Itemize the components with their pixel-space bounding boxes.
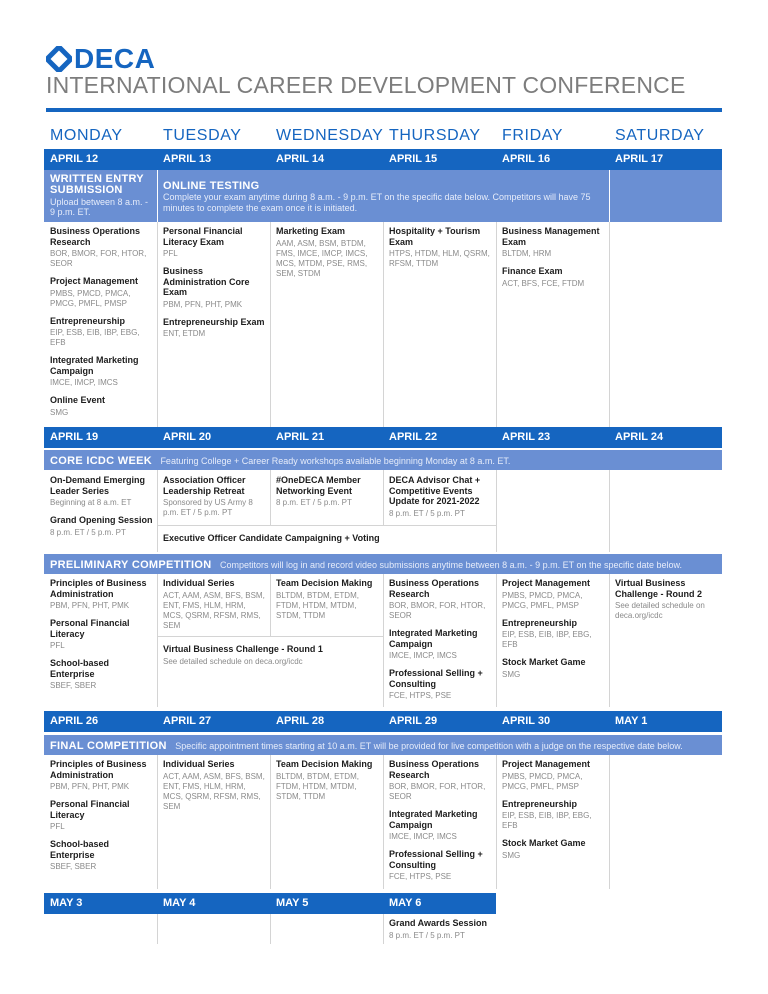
vbc-round1 [163,644,378,667]
day-monday: MONDAY [50,127,123,144]
event-codes: BLTDM, BTDM, ETDM, FTDM, HTDM, MTDM, STDM, TTDM [276,771,359,801]
week1-col-4 [502,226,606,296]
date-label: MAY 5 [276,897,309,909]
event-codes: SMG [502,669,521,679]
date-label: MAY 3 [50,897,83,909]
event-title: Hospitality + Tourism Exam [389,226,481,247]
date-label: APRIL 13 [163,153,212,165]
event-title: Integrated Marketing Campaign [389,628,478,649]
event-item [276,475,380,508]
event-title: Team Decision Making [276,578,373,588]
grid-line [496,574,497,707]
event-item [389,475,493,519]
event-item [50,759,154,792]
conference-title: INTERNATIONAL CAREER DEVELOPMENT CONFERENCE [46,72,686,98]
event-codes: FCE, HTPS, PSE [389,872,452,881]
grid-line [270,470,271,525]
day-wednesday: WEDNESDAY [276,127,384,144]
event-title: Grand Awards Session [389,918,488,928]
grid-line [157,755,158,889]
event-title: Project Management [50,276,139,286]
final-sub: Specific appointment times starting at 10 a.m. ET will be provided for live competition with a judge on the respective date below. [175,741,683,751]
final-title: FINAL COMPETITION [50,740,167,752]
core-icdc-band [44,450,722,470]
final-col-0 [50,759,154,879]
written-entry-title: WRITTEN ENTRY SUBMISSION [50,173,144,196]
event-title: Integrated Marketing Campaign [50,355,139,376]
vbc-round1-title: Virtual Business Challenge - Round 1 [163,644,323,654]
event-title: Personal Financial Literacy [50,799,130,820]
event-codes: ACT, BFS, FCE, FTDM [502,278,585,288]
date-label: MAY 6 [389,897,422,909]
grid-line [383,222,384,427]
event-item [502,578,606,611]
week2-col-3 [389,475,493,526]
week2-col-2 [276,475,380,515]
event-title: Professional Selling + Consulting [389,668,483,689]
event-title: School-based Enterprise [50,839,110,860]
event-codes: PBM, PFN, PHT, PMK [50,782,130,791]
event-title: Online Event [50,395,106,405]
event-item [502,226,606,259]
event-title: Entrepreneurship [502,798,578,809]
week1-col-2 [276,226,380,286]
deca-diamond-icon [46,46,72,72]
event-codes: SMG [50,407,69,417]
event-codes: EIP, ESB, EIB, IBP, EBG, EFB [50,328,140,347]
event-title: Professional Selling + Consulting [389,849,483,870]
event-title: Business Administration Core Exam [163,266,250,297]
event-codes: 8 p.m. ET / 5 p.m. PT [389,930,465,940]
event-title: School-based Enterprise [50,658,110,679]
event-item [163,475,267,518]
date-label: APRIL 24 [615,431,664,443]
event-item [163,266,267,310]
event-title: Finance Exam [502,266,563,276]
grid-line [383,574,384,707]
event-item [389,226,493,269]
event-title: Personal Financial Literacy [50,618,130,639]
day-thursday: THURSDAY [389,127,481,144]
event-item [50,226,154,269]
event-codes: BLTDM, HRM [502,249,552,258]
grid-line [270,914,271,944]
date-label: APRIL 29 [389,715,438,727]
event-title: Business Operations Research [50,226,141,247]
core-icdc-title: CORE ICDC WEEK [50,455,152,467]
event-item [50,658,154,691]
week2-col-0 [50,475,154,545]
event-codes: 8 p.m. ET / 5 p.m. PT [276,498,352,507]
final-band [44,735,722,755]
event-title: Principles of Business Administration [50,578,147,599]
prelim-col-1 [163,578,267,638]
event-codes: BOR, BMOR, FOR, HTOR, SEOR [389,601,486,620]
date-label: APRIL 12 [50,153,99,165]
event-codes: PFL [50,641,65,650]
day-friday: FRIDAY [502,127,564,144]
grid-line [609,222,610,427]
written-entry-block [50,174,154,217]
grid-line [157,470,158,552]
event-title: DECA Advisor Chat + Competitive Events Update for 2021-2022 [389,475,481,506]
grid-line [496,222,497,427]
event-item [276,226,380,279]
event-codes: BOR, BMOR, FOR, HTOR, SEOR [389,782,486,801]
week1-date-bar [44,149,722,170]
grid-line [496,755,497,889]
event-item [50,799,154,832]
prelim-col-3 [389,578,493,708]
event-codes: BLTDM, BTDM, ETDM, FTDM, HTDM, MTDM, STDM, TTDM [276,590,359,620]
event-codes: PFL [163,249,178,258]
event-codes: PBM, PFN, PHT, PMK [163,299,243,309]
preliminary-band [44,554,722,574]
date-label: APRIL 30 [502,715,551,727]
week3-date-bar [44,711,722,732]
event-item [50,475,154,508]
event-title: Entrepreneurship [502,617,578,628]
event-title: On-Demand Emerging Leader Series [50,475,146,496]
event-codes: PFL [50,822,65,831]
day-tuesday: TUESDAY [163,127,242,144]
event-item [50,839,154,872]
event-item [163,578,267,631]
event-codes: PMBS, PMCD, PMCA, PMCG, PMFL, PMSP [502,590,583,610]
date-label: APRIL 15 [389,153,438,165]
date-label: APRIL 23 [502,431,551,443]
online-testing-title: ONLINE TESTING [163,180,260,192]
final-col-3 [389,759,493,889]
event-codes: ENT, ETDM [163,329,206,338]
final-col-1 [163,759,267,819]
event-title: Virtual Business Challenge - Round 2 [615,578,703,599]
date-label: APRIL 14 [276,153,325,165]
event-title: Individual Series [163,759,235,769]
logo-text: DECA [74,43,156,74]
event-codes: 8 p.m. ET / 5 p.m. PT [50,527,126,537]
event-item [276,759,380,802]
event-item [389,578,493,621]
date-label: MAY 4 [163,897,196,909]
event-item [389,809,493,842]
event-codes: BOR, BMOR, FOR, HTOR, SEOR [50,249,147,268]
grid-line [609,470,610,552]
event-item [50,515,154,538]
event-title: Integrated Marketing Campaign [389,809,478,830]
event-codes: IMCE, IMCP, IMCS [389,832,457,841]
grid-line [383,914,384,944]
event-codes: FCE, HTPS, PSE [389,691,452,700]
event-title: Entrepreneurship [50,315,126,326]
event-item [389,918,493,941]
event-title: Individual Series [163,578,235,588]
event-item [389,759,493,802]
vbc-round1-sub: See detailed schedule on deca.org/icdc [163,656,303,666]
prelim-col-0 [50,578,154,698]
date-label: APRIL 26 [50,715,99,727]
event-item [502,266,606,289]
event-item [163,759,267,812]
event-codes: EIP, ESB, EIB, IBP, EBG, EFB [502,630,592,649]
event-codes: 8 p.m. ET / 5 p.m. PT [389,508,465,518]
grid-line [157,574,158,707]
prelim-col-5 [615,578,719,628]
campaigning-event: Executive Officer Candidate Campaigning + Voting [163,533,380,543]
event-codes: EIP, ESB, EIB, IBP, EBG, EFB [502,811,592,830]
grid-line [270,574,271,636]
event-codes: SMG [502,850,521,860]
event-item [50,578,154,611]
date-label: APRIL 16 [502,153,551,165]
preliminary-sub: Competitors will log in and record video submissions anytime between 8 a.m. - 9 p.m. ET on the specific date below. [219,560,683,570]
date-label: APRIL 17 [615,153,664,165]
event-codes: PMBS, PMCD, PMCA, PMCG, PMFL, PMSP [502,771,583,791]
grid-line [383,470,384,525]
prelim-col-2 [276,578,380,628]
week1-col-1 [163,226,267,346]
event-title: Personal Financial Literacy Exam [163,226,243,247]
event-title: Grand Opening Session [50,515,153,525]
day-saturday: SATURDAY [615,127,705,144]
final-col-2 [276,759,380,809]
grid-line [270,755,271,889]
event-codes: SBEF, SBER [50,681,97,690]
grid-line [496,470,497,552]
band-divider [609,170,610,222]
date-label: APRIL 27 [163,715,212,727]
event-title: Stock Market Game [502,838,586,848]
event-codes: IMCE, IMCP, IMCS [389,651,457,660]
event-item [502,657,606,680]
final-col-4 [502,759,606,868]
date-label: APRIL 28 [276,715,325,727]
online-testing-sub: Complete your exam anytime during 8 a.m. - 9 p.m. ET on the specific date below. Competitors will have 75 minutes to complete the exam once it is initiated. [163,192,591,213]
event-title: Project Management [502,578,591,588]
header-rule [46,108,722,112]
date-label: APRIL 22 [389,431,438,443]
preliminary-title: PRELIMINARY COMPETITION [50,559,212,571]
online-testing-block [163,181,603,213]
event-item [615,578,719,621]
event-title: Business Management Exam [502,226,600,247]
event-title: Association Officer Leadership Retreat [163,475,246,496]
event-item [50,316,154,349]
event-item [50,276,154,309]
event-title: Marketing Exam [276,226,346,236]
event-title: Business Operations Research [389,578,480,599]
grid-line [383,755,384,889]
grid-line [609,755,610,889]
date-label: APRIL 20 [163,431,212,443]
event-title: Entrepreneurship Exam [163,316,265,327]
event-item [389,849,493,882]
event-item [502,838,606,861]
event-codes: See detailed schedule on deca.org/icdc [615,601,705,620]
grid-line [157,914,158,944]
grid-line [157,222,158,427]
date-label: APRIL 19 [50,431,99,443]
week4-col-3 [389,918,493,948]
event-item [276,578,380,621]
week1-col-3 [389,226,493,276]
core-icdc-sub: Featuring College + Career Ready workshops available beginning Monday at 8 a.m. ET. [160,456,511,466]
week2-col-1 [163,475,267,525]
week1-col-0 [50,226,154,425]
event-codes: Beginning at 8 a.m. ET [50,498,132,507]
date-label: APRIL 21 [276,431,325,443]
event-title: #OneDECA Member Networking Event [276,475,361,496]
event-item [50,395,154,418]
week4-date-bar [44,893,496,914]
prelim-col-4 [502,578,606,687]
event-item [502,799,606,832]
event-title: Stock Market Game [502,657,586,667]
date-label: MAY 1 [615,715,648,727]
event-codes: PMBS, PMCD, PMCA, PMCG, PMFL, PMSP [50,288,131,308]
event-item [163,226,267,259]
event-codes: Sponsored by US Army 8 p.m. ET / 5 p.m. PT [163,498,253,517]
event-item [502,759,606,792]
event-title: Business Operations Research [389,759,480,780]
event-item [50,355,154,388]
event-item [163,317,267,340]
event-codes: HTPS, HTDM, HLM, QSRM, RFSM, TTDM [389,249,490,268]
event-codes: SBEF, SBER [50,862,97,871]
event-codes: IMCE, IMCP, IMCS [50,378,118,387]
event-codes: ACT, AAM, ASM, BFS, BSM, ENT, FMS, HLM, HRM, MCS, QSRM, RFSM, RMS, SEM [163,590,265,630]
event-codes: AAM, ASM, BSM, BTDM, FMS, IMCE, IMCP, IMCS, MCS, MTDM, PSE, RMS, SEM, STDM [276,238,368,278]
event-item [502,618,606,651]
written-entry-sub: Upload between 8 a.m. - 9 p.m. ET. [50,197,149,217]
event-codes: ACT, AAM, ASM, BFS, BSM, ENT, FMS, HLM, HRM, MCS, QSRM, RFSM, RMS, SEM [163,771,265,811]
event-item [50,618,154,651]
deca-logo [46,44,155,74]
grid-line [270,222,271,427]
event-codes: PBM, PFN, PHT, PMK [50,601,130,610]
band-divider [157,170,158,222]
event-item [389,628,493,661]
event-item [389,668,493,701]
event-title: Principles of Business Administration [50,759,147,780]
event-title: Team Decision Making [276,759,373,769]
week2-date-bar [44,427,722,448]
grid-line [609,574,610,707]
event-title: Project Management [502,759,591,769]
